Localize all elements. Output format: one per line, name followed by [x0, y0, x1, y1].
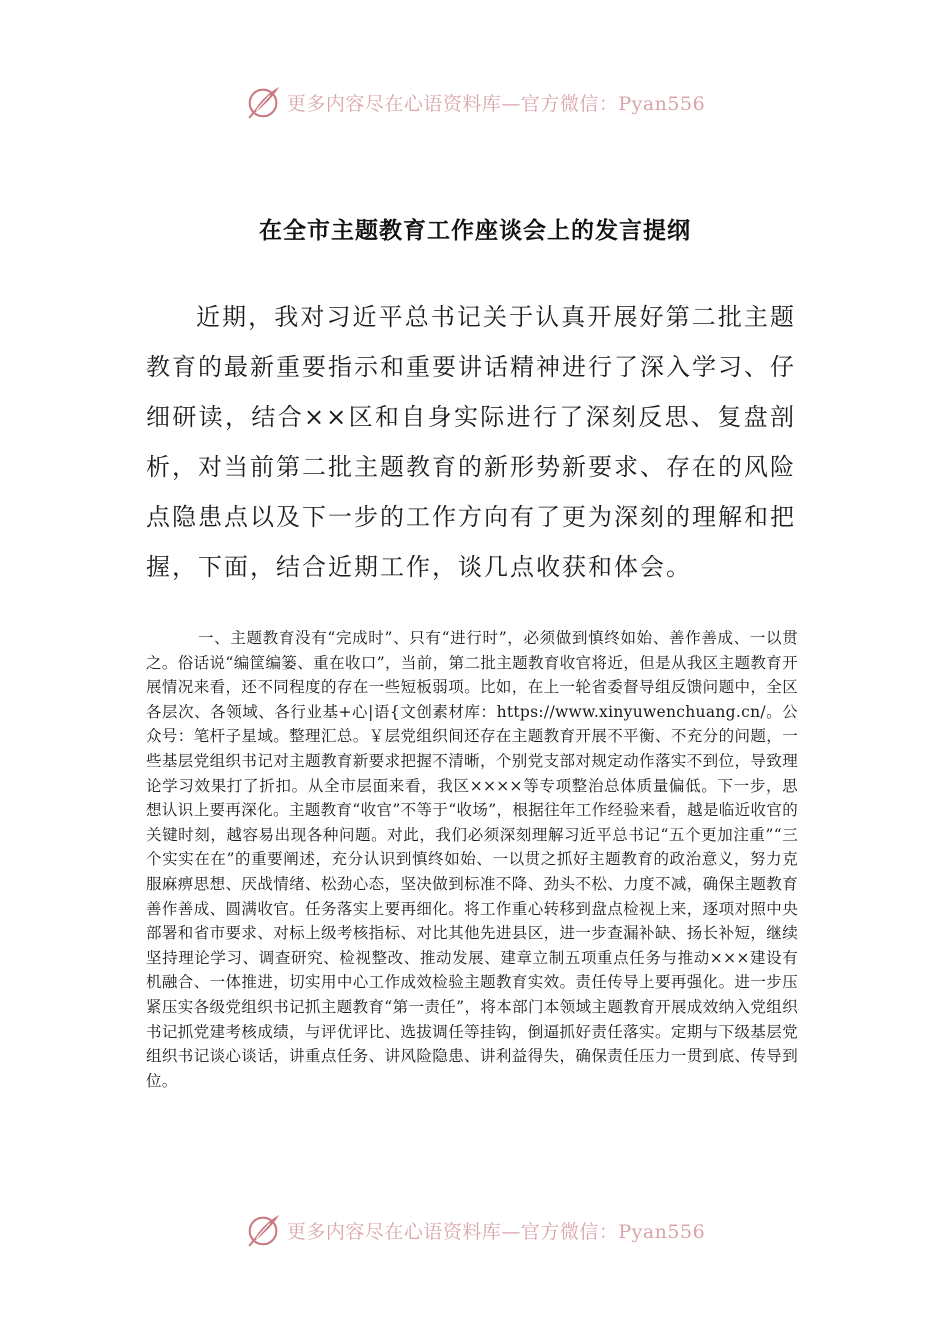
- header-banner: [0, 80, 950, 124]
- document-title: 在全市主题教育工作座谈会上的发言提纲: [259, 218, 691, 244]
- banner-text: 更多内容尽在心语资料库—官方微信：Pyan556: [286, 1220, 706, 1243]
- banner-text: 更多内容尽在心语资料库—官方微信：Pyan556: [286, 92, 706, 115]
- section-1-paragraph: 一、主题教育没有“完成时”、只有“进行时”，必须做到慎终如始、善作善成、一以贯之。俗话说“编筐编篓、重在收口”，当前，第二批主题教育收官将近，但是从我区主题教育开展情况来看，还不同程度的存在一些短板弱项。比如，在上一轮省委督导组反馈问题中，全区各层次、各领域、各行业基+心|语{文创素材库：https://www.xinyuwenchuang.cn/。公众号：笔杆子星域。整理汇总。￥层党组织间还存在主题教育开展不平衡、不充分的问题，一些基层党组织书记对主题教育新要求把握不清晰，个别党支部对规定动作落实不到位，导致理论学习效果打了折扣。从全市层面来看，我区××××等专项整治总体质量偏低。下一步，思想认识上要再深化。主题教育“收官”不等于“收场”，根据往年工作经验来看，越是临近收官的关键时刻，越容易出现各种问题。对此，我们必须深刻理解习近平总书记“五个更加注重”“三个实实在在”的重要阐述，充分认识到慎终如始、一以贯之抓好主题教育的政治意义，努力克服麻痹思想、厌战情绪、松劲心态，坚决做到标准不降、劲头不松、力度不减，确保主题教育善作善成、圆满收官。任务落实上要再细化。将工作重心转移到盘点检视上来，逐项对照中央部署和省市要求、对标上级考核指标、对比其他先进县区，进一步查漏补缺、扬长补短，继续坚持理论学习、调查研究、检视整改、推动发展、建章立制五项重点任务与推动×××建设有机融合、一体推进，切实用中心工作成效检验主题教育实效。责任传导上要再强化。进一步压紧压实各级党组织书记抓主题教育“第一责任”，将本部门本领域主题教育开展成效纳入党组织书记抓党建考核成绩，与评优评比、选拔调任等挂钩，倒逼抓好责任落实。定期与下级基层党组织书记谈心谈话，讲重点任务、讲风险隐患、讲利益得失，确保责任压力一贯到底、传导到位。: [146, 629, 798, 1090]
- footer-banner: [0, 1208, 950, 1252]
- intro-paragraph: 近期，我对习近平总书记关于认真开展好第二批主题教育的最新重要指示和重要讲话精神进行了深入学习、仔细研读，结合××区和自身实际进行了深刻反思、复盘剖析，对当前第二批主题教育的新形势新要求、存在的风险点隐患点以及下一步的工作方向有了更为深刻的理解和把握，下面，结合近期工作，谈几点收获和体会。: [146, 303, 796, 581]
- quill-pen-logo-icon: [245, 1211, 283, 1249]
- quill-pen-logo-icon: [245, 83, 283, 121]
